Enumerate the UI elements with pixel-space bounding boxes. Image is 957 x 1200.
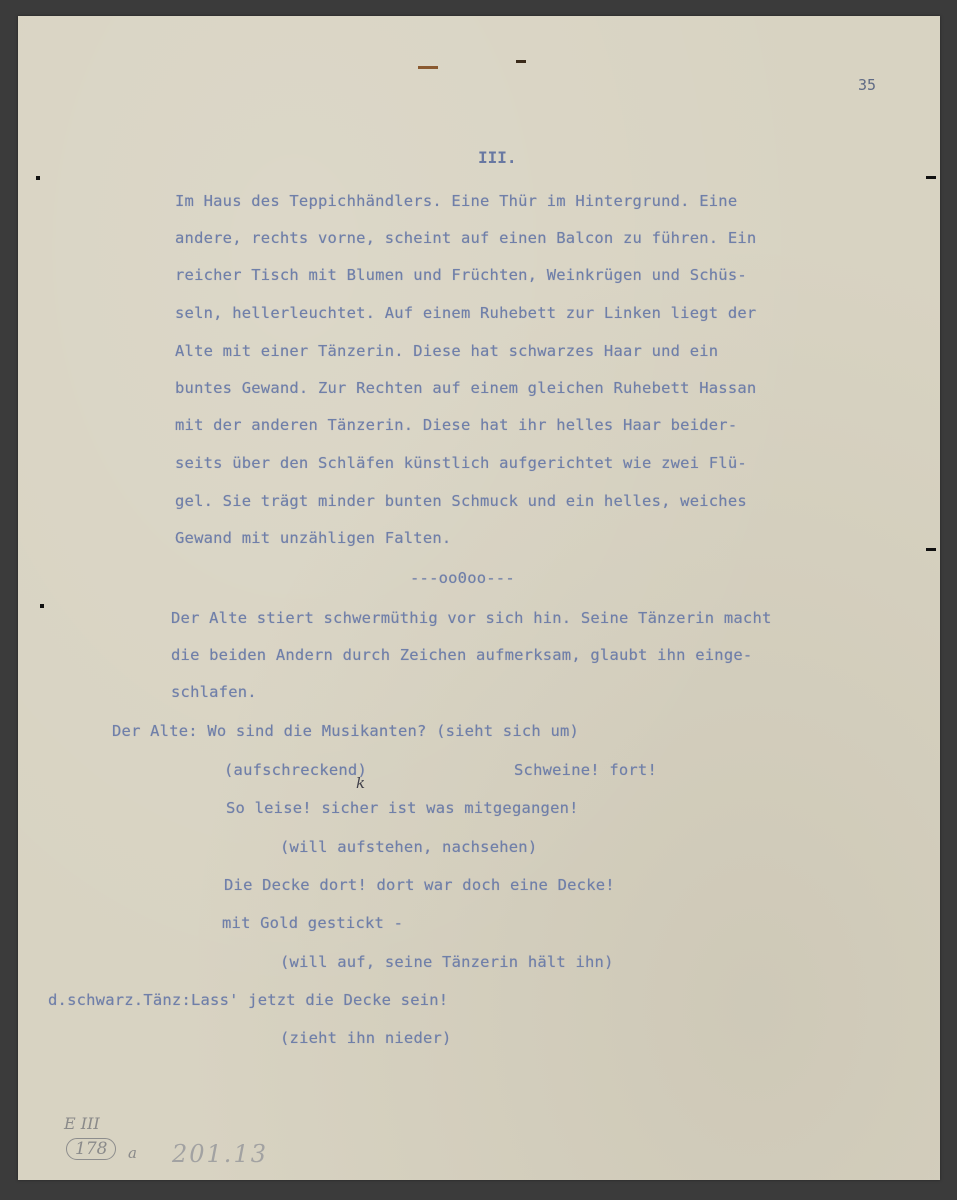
stage-direction-line: Gewand mit unzähligen Falten. — [175, 529, 452, 547]
archive-item-number: 178 — [66, 1138, 116, 1160]
dialogue-line: Die Decke dort! dort war doch eine Decke! — [224, 876, 615, 894]
pencil-number: 201.13 — [172, 1140, 268, 1168]
edge-mark — [40, 604, 44, 608]
stage-direction-line: seits über den Schläfen künstlich aufgerichtet wie zwei Flü- — [175, 454, 747, 472]
stage-direction-line: Im Haus des Teppichhändlers. Eine Thür im Hintergrund. Eine — [175, 192, 738, 210]
edge-mark — [926, 548, 936, 551]
stage-direction-line: andere, rechts vorne, scheint auf einen Balcon zu führen. Ein — [175, 229, 757, 247]
stage-direction-line: gel. Sie trägt minder bunten Schmuck und ein helles, weiches — [175, 492, 747, 510]
stage-direction-line: mit der anderen Tänzerin. Diese hat ihr helles Haar beider- — [175, 416, 738, 434]
stage-direction-line: reicher Tisch mit Blumen und Früchten, Weinkrügen und Schüs- — [175, 266, 747, 284]
stage-cue: (aufschreckend) — [224, 761, 367, 779]
handwritten-correction: k — [356, 774, 366, 792]
stage-direction-line: Alte mit einer Tänzerin. Diese hat schwarzes Haar und ein — [175, 342, 719, 360]
action-line: schlafen. — [171, 683, 257, 701]
ink-speck — [516, 60, 526, 63]
ink-speck — [418, 66, 438, 69]
dialogue-line: d.schwarz.Tänz:Lass' jetzt die Decke sein! — [48, 991, 449, 1009]
stage-cue: (zieht ihn nieder) — [280, 1029, 452, 1047]
archive-item-suffix: a — [128, 1144, 137, 1162]
page-number: 35 — [858, 76, 877, 94]
stage-direction-line: seln, hellerleuchtet. Auf einem Ruhebett zur Linken liegt der — [175, 304, 757, 322]
stage-direction-line: buntes Gewand. Zur Rechten auf einem gleichen Ruhebett Hassan — [175, 379, 757, 397]
dialogue-line: Der Alte: Wo sind die Musikanten? (sieht sich um) — [112, 722, 580, 740]
scene-heading: III. — [478, 148, 517, 167]
action-line: Der Alte stiert schwermüthig vor sich hin. Seine Tänzerin macht — [171, 609, 772, 627]
stage-cue: (will auf, seine Tänzerin hält ihn) — [280, 953, 614, 971]
archive-signature: E III — [64, 1114, 100, 1133]
paper-sheet — [18, 16, 940, 1180]
dialogue-line: mit Gold gestickt - — [222, 914, 404, 932]
stage-cue: (will aufstehen, nachsehen) — [280, 838, 538, 856]
edge-mark — [36, 176, 40, 180]
dialogue-line: Schweine! fort! — [514, 761, 657, 779]
edge-mark — [926, 176, 936, 179]
dialogue-line: So leise! sicher ist was mitgegangen! — [226, 799, 579, 817]
action-line: die beiden Andern durch Zeichen aufmerksam, glaubt ihn einge- — [171, 646, 753, 664]
section-separator: ---oo0oo--- — [410, 569, 515, 587]
